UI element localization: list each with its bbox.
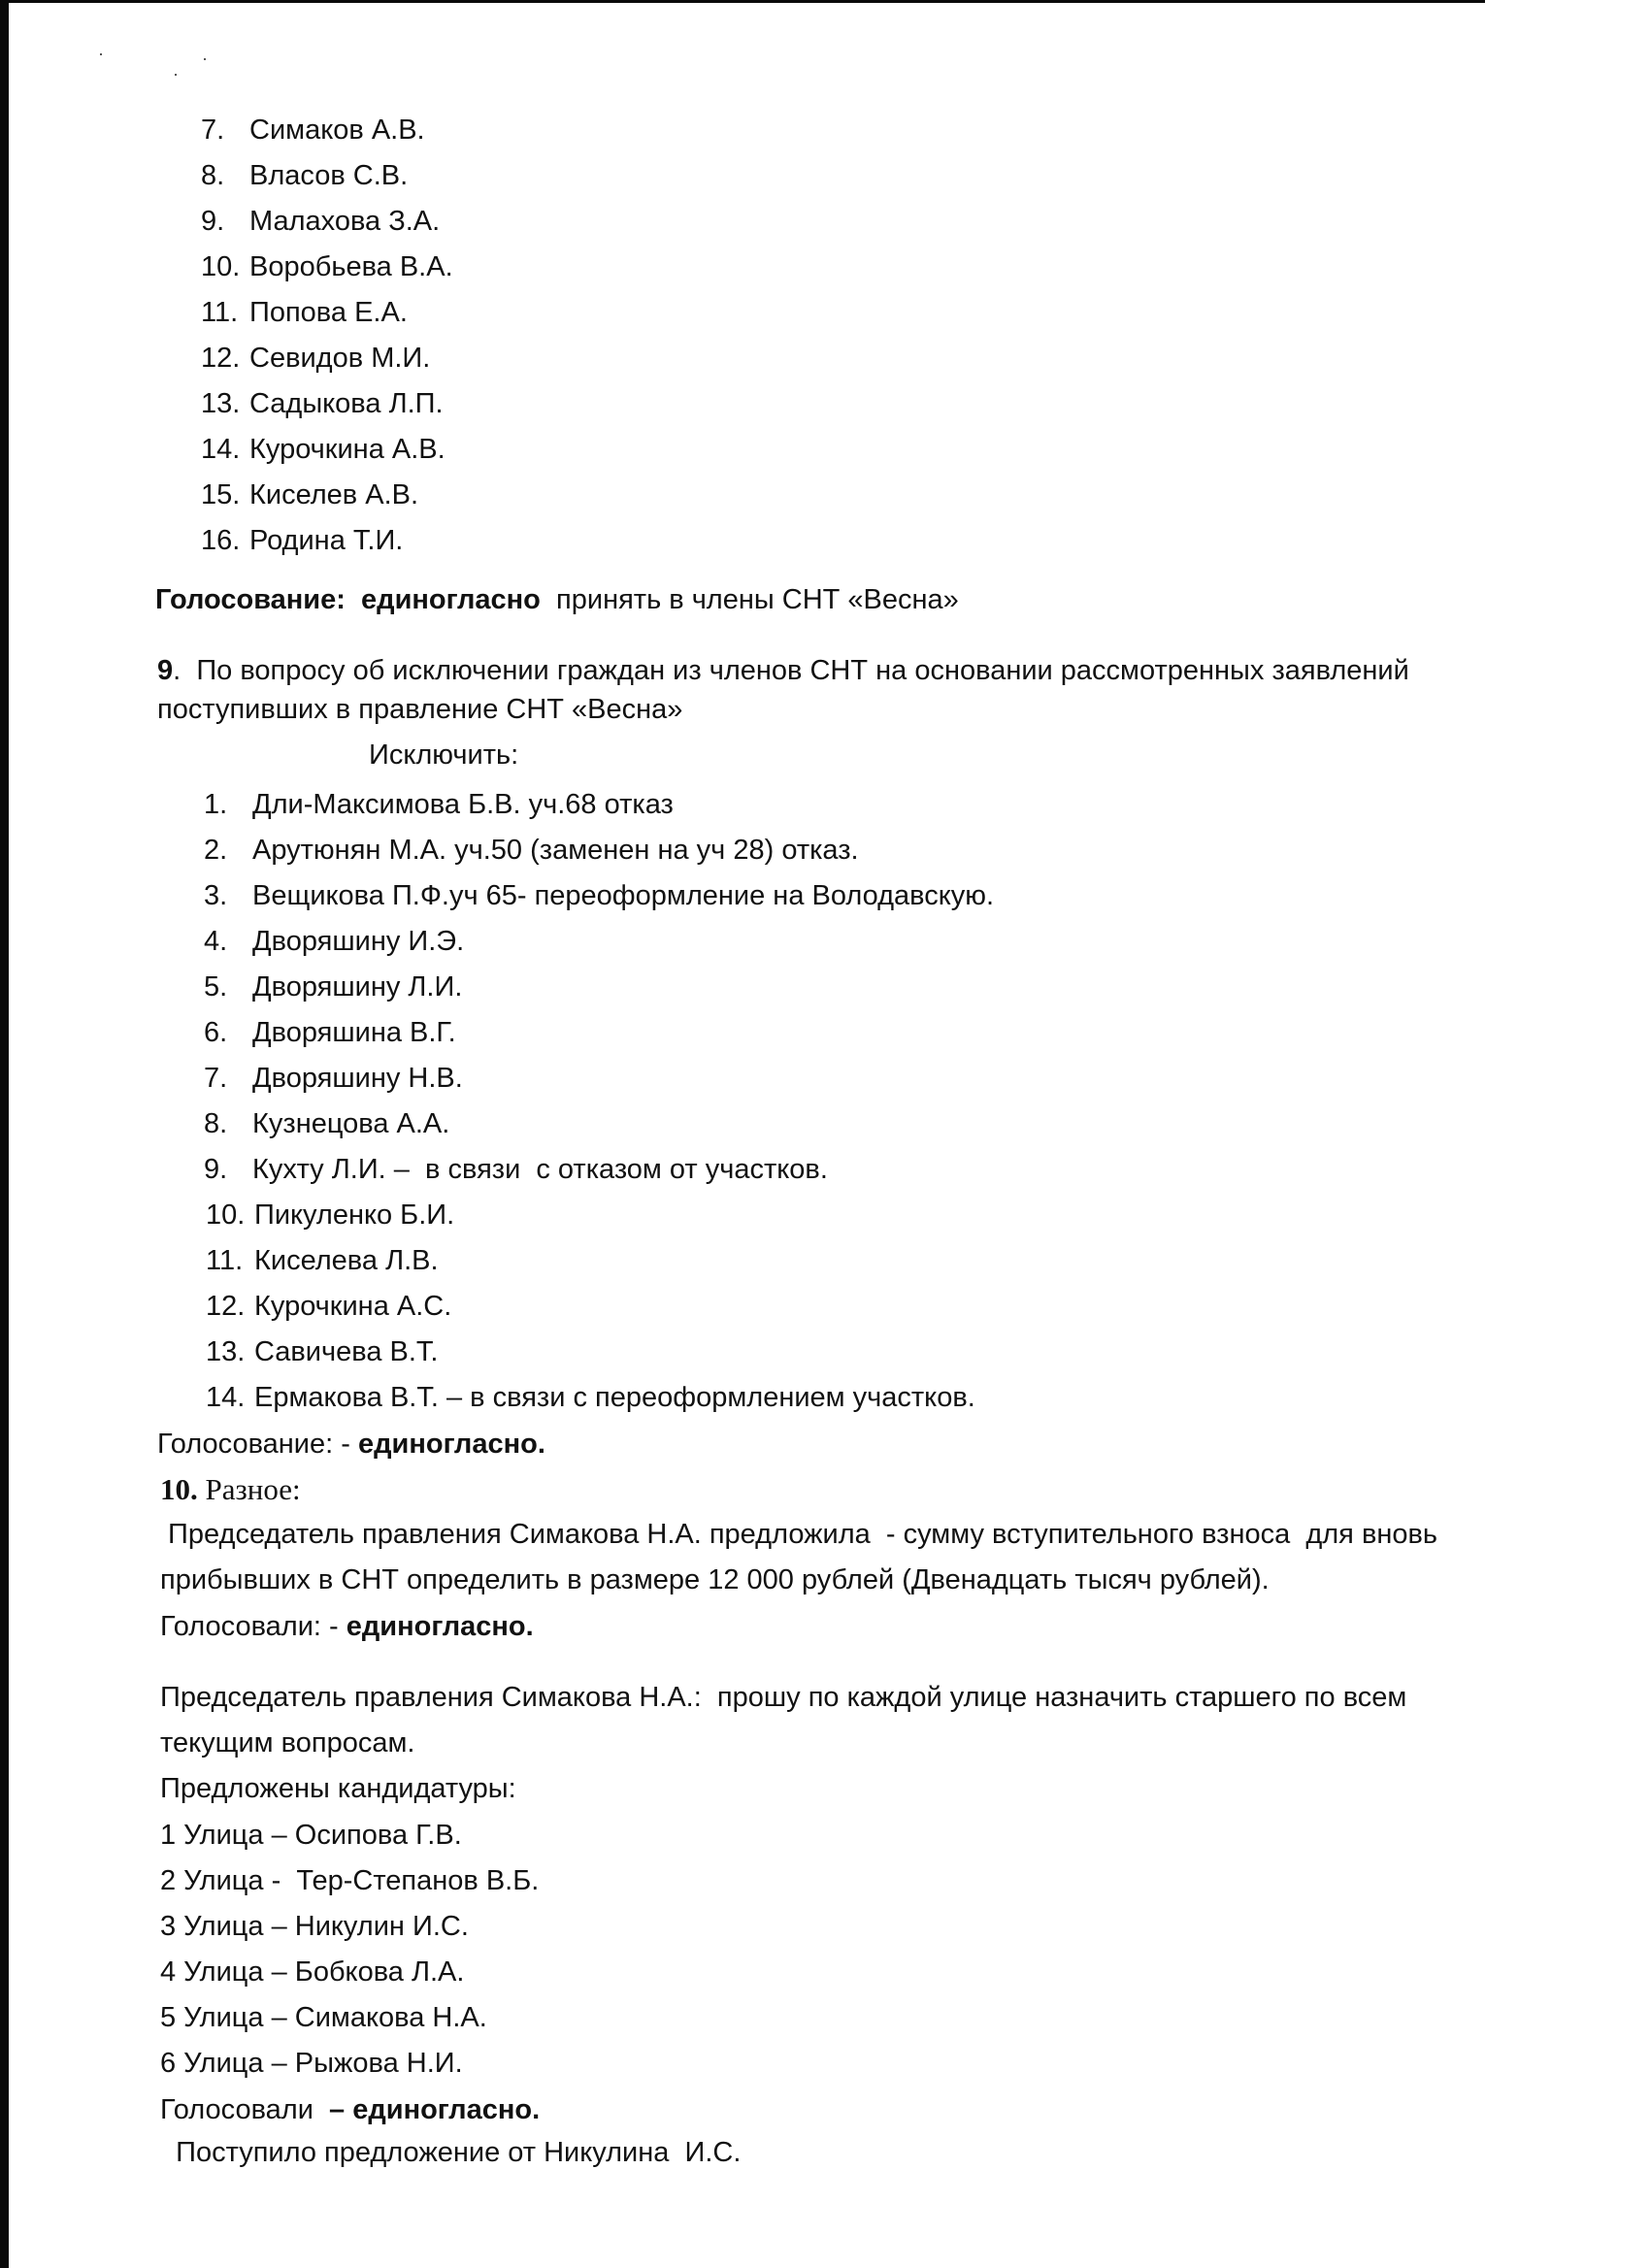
list-item: 14. Курочкина А.В. [201, 434, 446, 465]
list-item: 6. Дворяшина В.Г. [204, 1017, 456, 1048]
list-item: 5 Улица – Симакова Н.А. [160, 2002, 487, 2033]
list-item: 2. Арутюнян М.А. уч.50 (заменен на уч 28) отказ. [204, 835, 859, 866]
section-9-subheading: Исключить: [369, 740, 519, 771]
closing-line: Поступило предложение от Никулина И.С. [160, 2137, 742, 2168]
scan-border-top [0, 0, 1485, 3]
street-proposal-line-1: Председатель правления Симакова Н.А.: прошу по каждой улице назначить старшего по всем [160, 1682, 1407, 1713]
list-item: 8. Власов С.В. [201, 160, 409, 191]
fee-proposal-line-2: прибывших в СНТ определить в размере 12 000 рублей (Двенадцать тысяч рублей). [160, 1564, 1270, 1595]
street-proposal-line-2: текущим вопросам. [160, 1727, 415, 1759]
list-item: 11. Попова Е.А. [201, 297, 408, 328]
list-item: 15. Киселев А.В. [201, 479, 419, 510]
section-9-heading-cont: поступивших в правление СНТ «Весна» [157, 694, 683, 725]
candidates-label: Предложены кандидатуры: [160, 1773, 516, 1804]
list-item: 9. Кухту Л.И. – в связи с отказом от участков. [204, 1154, 828, 1185]
list-item: 1 Улица – Осипова Г.В. [160, 1820, 462, 1851]
list-item: 6 Улица – Рыжова Н.И. [160, 2048, 463, 2079]
list-item: 7. Дворяшину Н.В. [204, 1063, 463, 1094]
exclusion-vote-line: Голосование: - единогласно. [157, 1429, 545, 1460]
list-item: 13. Савичева В.Т. [206, 1336, 439, 1367]
list-item: 3. Вещикова П.Ф.уч 65- переоформление на Володавскую. [204, 880, 995, 911]
section-9-heading: 9. По вопросу об исключении граждан из членов СНТ на основании рассмотренных заявлений [157, 655, 1409, 686]
list-item: 11. Киселева Л.В. [206, 1245, 439, 1276]
fee-proposal-line-1: Председатель правления Симакова Н.А. предложила - сумму вступительного взноса для вновь [160, 1519, 1438, 1550]
scan-speck [204, 58, 206, 60]
list-item: 1. Дли-Максимова Б.В. уч.68 отказ [204, 789, 674, 820]
admission-vote-line: Голосование: единогласно принять в члены СНТ «Весна» [155, 584, 959, 615]
list-item: 2 Улица - Тер-Степанов В.Б. [160, 1865, 540, 1896]
section-10-heading: 10. Разное: [160, 1472, 301, 1506]
list-item: 16. Родина Т.И. [201, 525, 404, 556]
list-item: 10. Воробьева В.А. [201, 251, 453, 282]
list-item: 3 Улица – Никулин И.С. [160, 1911, 469, 1942]
list-item: 13. Садыкова Л.П. [201, 388, 444, 419]
list-item: 4. Дворяшину И.Э. [204, 926, 465, 957]
list-item: 10. Пикуленко Б.И. [206, 1200, 455, 1231]
list-item: 5. Дворяшину Л.И. [204, 971, 463, 1003]
scan-speck [100, 53, 102, 55]
list-item: 7. Симаков А.В. [201, 115, 425, 146]
scan-speck [175, 74, 177, 76]
fee-vote-line: Голосовали: - единогласно. [160, 1611, 534, 1642]
list-item: 4 Улица – Бобкова Л.А. [160, 1956, 465, 1988]
list-item: 9. Малахова З.А. [201, 206, 441, 237]
list-item: 12. Курочкина А.С. [206, 1291, 452, 1322]
streets-vote-line: Голосовали – единогласно. [160, 2094, 541, 2125]
list-item: 8. Кузнецова А.А. [204, 1108, 450, 1139]
scan-border-left [0, 0, 9, 2268]
list-item: 14. Ермакова В.Т. – в связи с переоформлением участков. [206, 1382, 975, 1413]
list-item: 12. Севидов М.И. [201, 343, 431, 374]
